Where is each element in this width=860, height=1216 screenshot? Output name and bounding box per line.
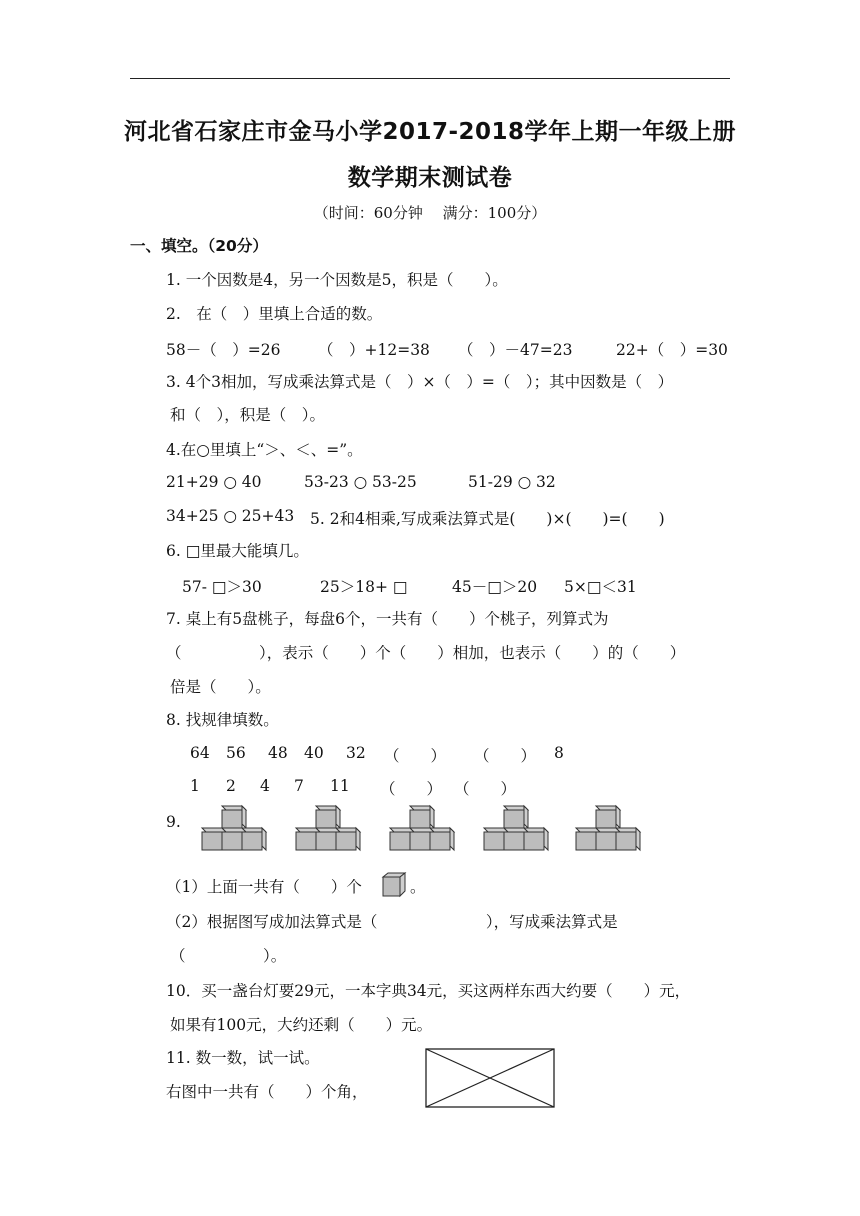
q2-item: 58－（ ）=26 [166,341,281,359]
q8-number: 8 [554,744,564,762]
q8-number: 7 [294,777,304,795]
question-3-cont: 和（ ），积是（ ）。 [170,406,326,424]
stacked-cubes-icon [198,804,268,854]
question-1: 1. 一个因数是4，另一个因数是5，积是（ ）。 [166,271,508,289]
q8-number: 11 [330,777,350,795]
q8-number: 48 [268,744,288,762]
q8-number: 1 [190,777,200,795]
stacked-cubes-icon [292,804,362,854]
q8-blank: （ ） [384,747,447,765]
question-7-cont: （ ），表示（ ）个（ ）相加，也表示（ ）的（ ） [166,644,686,662]
q8-blank: （ ） [380,780,443,798]
question-9-part2: （2）根据图写成加法算式是（ ），写成乘法算式是 [166,913,618,931]
question-3: 3. 4个3相加，写成乘法算式是（ ）×（ ）=（ ）；其中因数是（ ） [166,373,674,391]
q8-number: 40 [304,744,324,762]
q6-item: 57- □＞30 [182,578,262,596]
q8-number: 4 [260,777,270,795]
question-7: 7. 桌上有5盘桃子，每盘6个，一共有（ ）个桃子，列算式为 [166,610,609,628]
q8-blank: （ ） [454,780,517,798]
question-2: 2. 在（ ）里填上合适的数。 [166,305,383,323]
question-9: 9. [166,813,181,831]
q6-item: 25＞18+ □ [320,578,408,596]
question-10: 10．买一盏台灯要29元，一本字典34元，买这两样东西大约要（ ）元， [166,982,691,1000]
stacked-cubes-icon [386,804,456,854]
question-5: 5. 2和4相乘,写成乘法算式是( )×( )=( ) [310,510,665,528]
q8-number: 56 [226,744,246,762]
q2-item: （ ）+12=38 [318,341,430,359]
question-7-cont2: 倍是（ ）。 [170,678,271,696]
top-rule [130,78,730,79]
page-title: 河北省石家庄市金马小学2017-2018学年上期一年级上册 [123,119,737,145]
rectangle-with-diagonals-figure [425,1048,557,1110]
question-4: 4.在○里填上“＞、＜、=”。 [166,441,363,459]
stacked-cubes-icon [572,804,642,854]
question-8: 8. 找规律填数。 [166,711,279,729]
section-heading: 一、填空。（20分） [130,237,268,255]
q8-number: 2 [226,777,236,795]
stacked-cubes-icon [480,804,550,854]
question-10-cont: 如果有100元，大约还剩（ ）元。 [170,1016,433,1034]
q4-item: 34+25 ○ 25+43 [166,507,295,525]
exam-info: （时间：60分钟 满分：100分） [313,204,547,222]
q8-number: 64 [190,744,210,762]
q4-item: 21+29 ○ 40 [166,473,262,491]
q6-item: 45－□＞20 [452,578,538,596]
q6-item: 5×□＜31 [564,578,637,596]
page-title-line2: 数学期末测试卷 [347,165,513,191]
question-9-part1: （1）上面一共有（ ）个 [166,878,362,896]
cube-icon [380,871,408,899]
q8-blank: （ ） [474,747,537,765]
q2-item: 22+（ ）=30 [616,341,728,359]
question-11-sub: 右图中一共有（ ）个角， [166,1083,368,1101]
q2-item: （ ）－47=23 [458,341,573,359]
question-9-part2-cont: （ ）。 [170,947,287,965]
q8-number: 32 [346,744,366,762]
q4-item: 53-23 ○ 53-25 [304,473,417,491]
question-6: 6. □里最大能填几。 [166,542,309,560]
question-9-part1-end: 。 [410,878,426,896]
question-11: 11. 数一数，试一试。 [166,1049,320,1067]
q4-item: 51-29 ○ 32 [468,473,556,491]
